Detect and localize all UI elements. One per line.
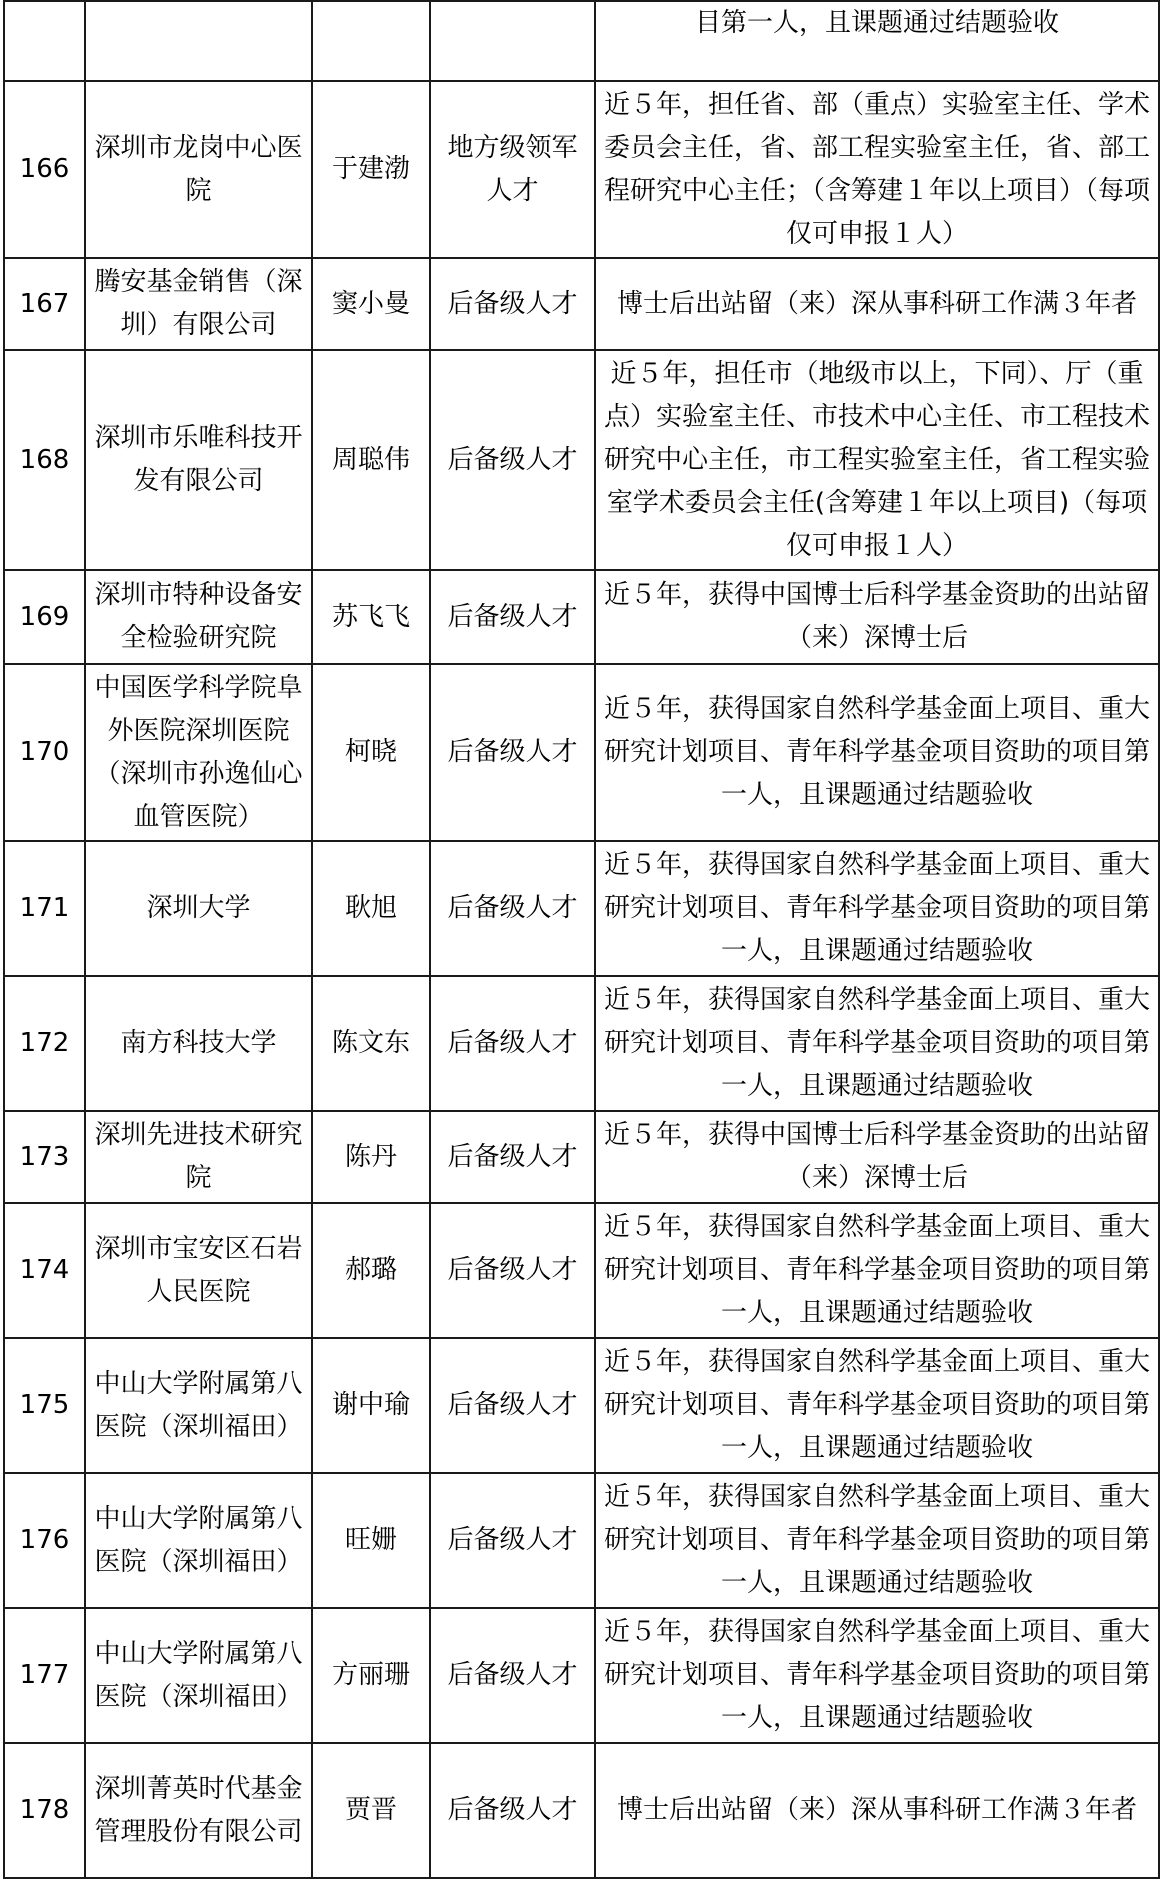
- row-number: 170: [4, 664, 85, 841]
- talent-category-cell: 后备级人才: [430, 1203, 595, 1338]
- table-row: [4, 1111, 1159, 1203]
- qualification-condition-cell: 近５年，获得中国博士后科学基金资助的出站留（来）深博士后: [595, 570, 1159, 664]
- organization-cell: 中山大学附属第八医院（深圳福田）: [85, 1608, 312, 1743]
- organization-cell: 深圳市宝安区石岩人民医院: [85, 1203, 312, 1338]
- organization-cell: 中山大学附属第八医院（深圳福田）: [85, 1473, 312, 1608]
- person-name-cell: 旺姗: [312, 1473, 430, 1608]
- person-name-cell: 方丽珊: [312, 1608, 430, 1743]
- person-name-cell: 耿旭: [312, 841, 430, 976]
- talent-category-cell: [430, 1, 595, 81]
- table-row: [4, 1203, 1159, 1338]
- person-name-cell: 周聪伟: [312, 350, 430, 570]
- qualification-condition-cell: 博士后出站留（来）深从事科研工作满３年者: [595, 258, 1159, 350]
- row-number: 174: [4, 1203, 85, 1338]
- talent-category-cell: 后备级人才: [430, 1473, 595, 1608]
- organization-cell: 深圳先进技术研究院: [85, 1111, 312, 1203]
- organization-cell: 中国医学科学院阜外医院深圳医院（深圳市孙逸仙心血管医院）: [85, 664, 312, 841]
- table-row: [4, 976, 1159, 1111]
- person-name-cell: [312, 1, 430, 81]
- row-number: 172: [4, 976, 85, 1111]
- talent-category-cell: 后备级人才: [430, 1338, 595, 1473]
- row-number: 166: [4, 81, 85, 258]
- talent-category-cell: 后备级人才: [430, 1111, 595, 1203]
- table-row: [4, 1, 1159, 81]
- qualification-condition-cell: 近５年，获得国家自然科学基金面上项目、重大研究计划项目、青年科学基金项目资助的项目第一人，且课题通过结题验收: [595, 1608, 1159, 1743]
- table-row: [4, 570, 1159, 664]
- organization-cell: 南方科技大学: [85, 976, 312, 1111]
- organization-cell: [85, 1, 312, 81]
- row-number: 173: [4, 1111, 85, 1203]
- qualification-condition-cell: 近５年，获得中国博士后科学基金资助的出站留（来）深博士后: [595, 1111, 1159, 1203]
- talent-category-cell: 后备级人才: [430, 570, 595, 664]
- qualification-condition-cell: 近５年，获得国家自然科学基金面上项目、重大研究计划项目、青年科学基金项目资助的项目第一人，且课题通过结题验收: [595, 1203, 1159, 1338]
- row-number: 168: [4, 350, 85, 570]
- qualification-condition-cell: 目第一人，且课题通过结题验收: [595, 1, 1159, 81]
- row-number: 169: [4, 570, 85, 664]
- table-row: [4, 1473, 1159, 1608]
- talent-category-cell: 后备级人才: [430, 258, 595, 350]
- row-number: 167: [4, 258, 85, 350]
- qualification-condition-cell: 近５年，担任市（地级市以上，下同）、厅（重点）实验室主任、市技术中心主任、市工程技术研究中心主任，市工程实验室主任，省工程实验室学术委员会主任(含筹建１年以上项目)（每项仅可申报１人）: [595, 350, 1159, 570]
- qualification-condition-cell: 近５年，获得国家自然科学基金面上项目、重大研究计划项目、青年科学基金项目资助的项目第一人，且课题通过结题验收: [595, 976, 1159, 1111]
- talent-category-cell: 后备级人才: [430, 1608, 595, 1743]
- talent-category-cell: 地方级领军人才: [430, 81, 595, 258]
- qualification-condition-cell: 近５年，获得国家自然科学基金面上项目、重大研究计划项目、青年科学基金项目资助的项目第一人，且课题通过结题验收: [595, 841, 1159, 976]
- organization-cell: 深圳菁英时代基金管理股份有限公司: [85, 1743, 312, 1878]
- talent-category-cell: 后备级人才: [430, 350, 595, 570]
- person-name-cell: 于建渤: [312, 81, 430, 258]
- qualification-condition-cell: 近５年，获得国家自然科学基金面上项目、重大研究计划项目、青年科学基金项目资助的项目第一人，且课题通过结题验收: [595, 1338, 1159, 1473]
- person-name-cell: 陈丹: [312, 1111, 430, 1203]
- table-row: [4, 1608, 1159, 1743]
- talent-category-cell: 后备级人才: [430, 664, 595, 841]
- person-name-cell: 谢中瑜: [312, 1338, 430, 1473]
- organization-cell: 深圳市龙岗中心医院: [85, 81, 312, 258]
- organization-cell: 深圳市乐唯科技开发有限公司: [85, 350, 312, 570]
- organization-cell: 中山大学附属第八医院（深圳福田）: [85, 1338, 312, 1473]
- talent-category-cell: 后备级人才: [430, 1743, 595, 1878]
- row-number: 177: [4, 1608, 85, 1743]
- table-row: [4, 350, 1159, 570]
- person-name-cell: 窦小曼: [312, 258, 430, 350]
- table-row: [4, 664, 1159, 841]
- talent-category-cell: 后备级人才: [430, 976, 595, 1111]
- table-row: [4, 81, 1159, 258]
- talent-list-table: [3, 0, 1160, 1879]
- person-name-cell: 郝璐: [312, 1203, 430, 1338]
- qualification-condition-cell: 近５年，担任省、部（重点）实验室主任、学术委员会主任，省、部工程实验室主任，省、部工程研究中心主任；（含筹建１年以上项目）（每项仅可申报１人）: [595, 81, 1159, 258]
- table-row: [4, 1743, 1159, 1878]
- qualification-condition-cell: 近５年，获得国家自然科学基金面上项目、重大研究计划项目、青年科学基金项目资助的项目第一人，且课题通过结题验收: [595, 664, 1159, 841]
- row-number: 178: [4, 1743, 85, 1878]
- row-number: 176: [4, 1473, 85, 1608]
- qualification-condition-cell: 博士后出站留（来）深从事科研工作满３年者: [595, 1743, 1159, 1878]
- person-name-cell: 柯晓: [312, 664, 430, 841]
- qualification-condition-cell: 近５年，获得国家自然科学基金面上项目、重大研究计划项目、青年科学基金项目资助的项目第一人，且课题通过结题验收: [595, 1473, 1159, 1608]
- row-number: 171: [4, 841, 85, 976]
- table-row: [4, 258, 1159, 350]
- table-row: [4, 1338, 1159, 1473]
- person-name-cell: 陈文东: [312, 976, 430, 1111]
- organization-cell: 深圳大学: [85, 841, 312, 976]
- table-row: [4, 841, 1159, 976]
- talent-category-cell: 后备级人才: [430, 841, 595, 976]
- person-name-cell: 苏飞飞: [312, 570, 430, 664]
- organization-cell: 深圳市特种设备安全检验研究院: [85, 570, 312, 664]
- row-number: 175: [4, 1338, 85, 1473]
- organization-cell: 腾安基金销售（深圳）有限公司: [85, 258, 312, 350]
- row-number: [4, 1, 85, 81]
- person-name-cell: 贾晋: [312, 1743, 430, 1878]
